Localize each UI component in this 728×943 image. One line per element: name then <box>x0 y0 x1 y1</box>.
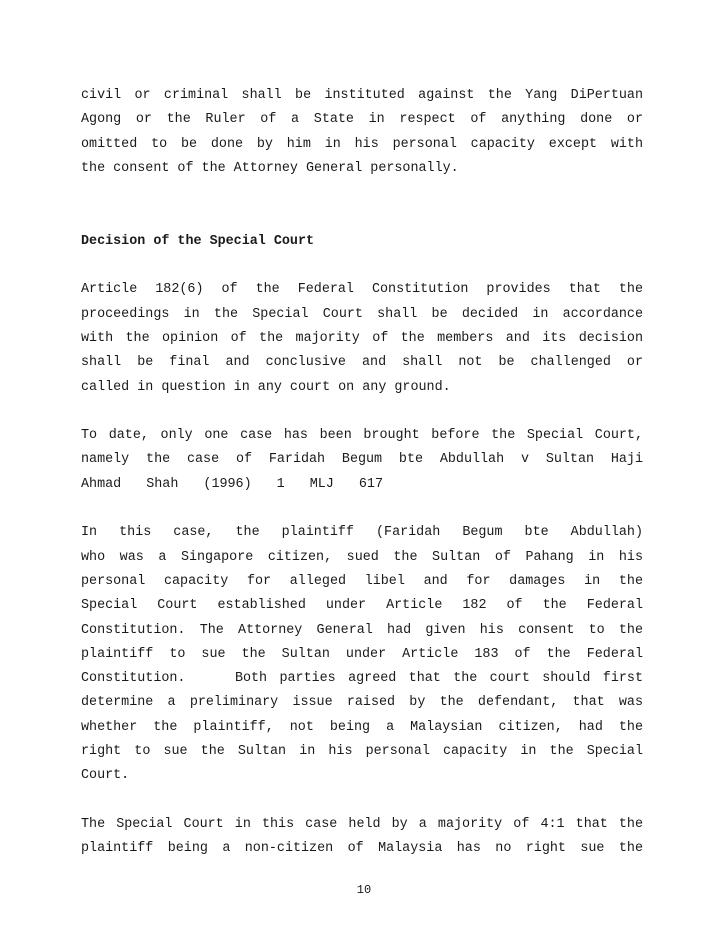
section-heading: Decision of the Special Court <box>81 233 315 249</box>
text-line: shall be final and conclusive and shall not be challenged or <box>81 355 643 371</box>
paragraph-5 <box>81 813 643 862</box>
text-line: The Special Court in this case held by a majority of 4:1 that the <box>81 816 643 832</box>
text-line: the consent of the Attorney General personally. <box>81 160 459 176</box>
paragraph-1 <box>81 84 643 181</box>
paragraph-3 <box>81 424 643 497</box>
page-number: 10 <box>356 883 372 897</box>
paragraph-2 <box>81 278 643 399</box>
text-line: whether the plaintiff, not being a Malaysian citizen, had the <box>81 719 643 735</box>
text-line: Ahmad Shah (1996) 1 MLJ 617 <box>81 476 383 492</box>
text-line: Constitution. Both parties agreed that the court should first <box>81 671 643 687</box>
text-line: determine a preliminary issue raised by the defendant, that was <box>81 695 643 711</box>
text-line: who was a Singapore citizen, sued the Sultan of Pahang in his <box>81 549 643 565</box>
document-body <box>81 84 643 862</box>
text-line: Agong or the Ruler of a State in respect of anything done or <box>81 112 643 128</box>
text-line: personal capacity for alleged libel and for damages in the <box>81 573 643 589</box>
text-line: Court. <box>81 768 130 784</box>
text-line: plaintiff being a non-citizen of Malaysia has no right sue the <box>81 841 643 857</box>
text-line: called in question in any court on any ground. <box>81 379 451 395</box>
text-line: proceedings in the Special Court shall be decided in accordance <box>81 306 643 322</box>
text-line: plaintiff to sue the Sultan under Article 183 of the Federal <box>81 646 643 662</box>
text-line: Special Court established under Article 182 of the Federal <box>81 598 643 614</box>
text-line: civil or criminal shall be instituted against the Yang DiPertuan <box>81 88 643 103</box>
text-line: omitted to be done by him in his personal capacity except with <box>81 136 643 152</box>
text-line: To date, only one case has been brought before the Special Court, <box>81 428 643 444</box>
text-line: In this case, the plaintiff (Faridah Begum bte Abdullah) <box>81 525 643 541</box>
text-line: Article 182(6) of the Federal Constitution provides that the <box>81 282 643 298</box>
text-line: with the opinion of the majority of the members and its decision <box>81 330 643 346</box>
text-line: right to sue the Sultan in his personal capacity in the Special <box>81 744 643 760</box>
text-line: Constitution. The Attorney General had given his consent to the <box>81 622 643 638</box>
paragraph-4 <box>81 521 643 788</box>
text-line: namely the case of Faridah Begum bte Abdullah v Sultan Haji <box>81 452 643 468</box>
